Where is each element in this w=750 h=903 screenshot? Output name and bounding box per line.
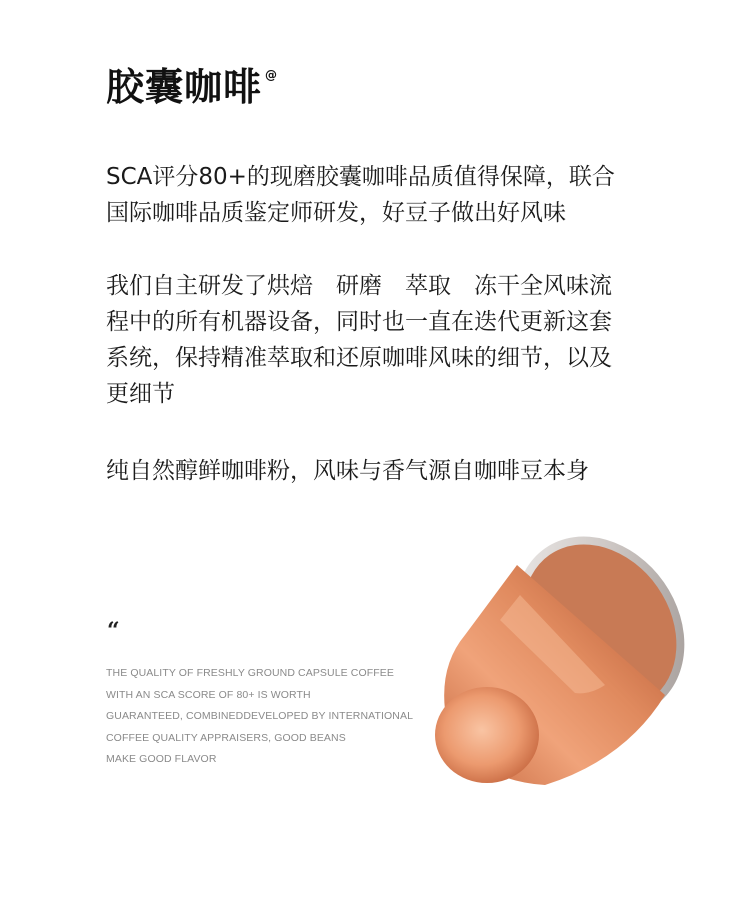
process-line-2: 程中的所有机器设备，同时也一直在迭代更新这套 [106, 309, 612, 335]
english-quote-text [106, 663, 413, 771]
intro-paragraph [106, 159, 686, 231]
english-quote-line: THE QUALITY OF FRESHLY GROUND CAPSULE COFFEE [106, 667, 394, 679]
english-quote-line: WITH AN SCA SCORE OF 80+ IS WORTH [106, 688, 311, 701]
process-paragraph [106, 268, 686, 412]
capsule-bottom [435, 687, 539, 783]
process-line-1: 我们自主研发了烘焙 研磨 萃取 冻干全风味流 [106, 273, 612, 299]
natural-paragraph: 纯自然醇鲜咖啡粉，风味与香气源自咖啡豆本身 [106, 458, 589, 484]
english-quote-line: MAKE GOOD FLAVOR [106, 753, 217, 766]
english-quote-line: GUARANTEED, COMBINEDDEVELOPED BY INTERNATIONAL [106, 710, 414, 723]
coffee-capsule-image [425, 535, 695, 800]
quote-mark-icon: “ [107, 618, 120, 644]
page-header [106, 62, 277, 112]
title-registered-mark: @ [265, 68, 278, 82]
english-quote-line: COFFEE QUALITY APPRAISERS, GOOD BEANS [106, 731, 346, 744]
page-title: 胶囊咖啡 [106, 65, 263, 109]
process-line-4: 更细节 [106, 381, 175, 407]
intro-line-2: 国际咖啡品质鉴定师研发，好豆子做出好风味 [106, 200, 566, 226]
intro-line-1: SCA评分80+的现磨胶囊咖啡品质值得保障，联合 [106, 164, 615, 190]
process-line-3: 系统，保持精准萃取和还原咖啡风味的细节，以及 [106, 345, 612, 371]
